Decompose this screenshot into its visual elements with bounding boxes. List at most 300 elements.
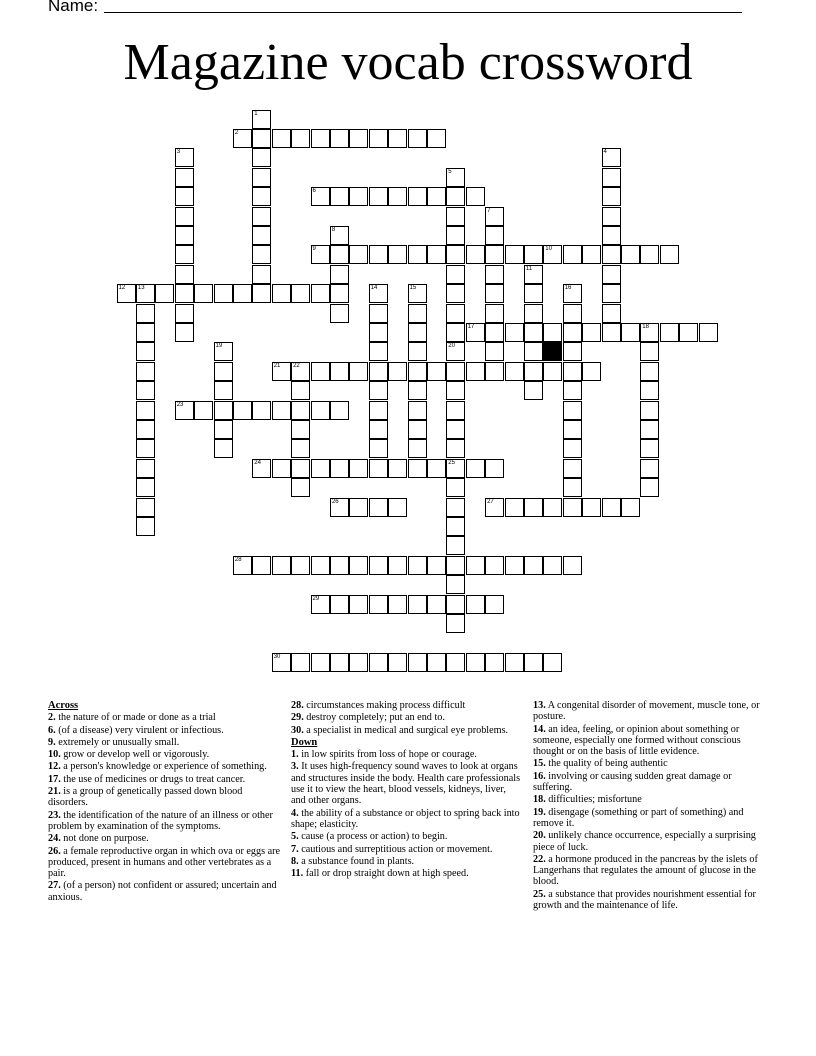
crossword-cell[interactable] [233,556,252,575]
crossword-cell[interactable] [485,323,504,342]
clue-text: a female reproductive organ in which ova or eggs are produced, present in humans and other vertebrates as a pair. [48,845,281,880]
crossword-cell[interactable] [233,284,252,303]
crossword-cell[interactable] [485,284,504,303]
crossword-cell[interactable] [388,362,407,381]
crossword-cell[interactable] [524,498,543,517]
crossword-cell[interactable] [408,381,427,400]
crossword-cell[interactable] [291,362,310,381]
crossword-cell[interactable] [408,304,427,323]
crossword-cell[interactable] [291,478,310,497]
crossword-cell[interactable] [485,207,504,226]
crossword-cell[interactable] [330,187,349,206]
crossword-cell[interactable] [524,304,543,323]
crossword-cell[interactable] [602,226,621,245]
crossword-cell[interactable] [136,498,155,517]
crossword-cell[interactable] [446,498,465,517]
crossword-cell[interactable] [349,129,368,148]
crossword-cell[interactable] [446,478,465,497]
crossword-cell[interactable] [214,401,233,420]
crossword-cell[interactable] [349,187,368,206]
crossword-cell[interactable] [427,595,446,614]
crossword-cell[interactable] [446,168,465,187]
clue-number-label: 15 [409,285,417,292]
clue-item [48,880,284,903]
crossword-cell[interactable] [505,498,524,517]
crossword-cell[interactable] [446,536,465,555]
crossword-cell[interactable] [291,401,310,420]
clue-number-label: 8 [331,226,336,233]
crossword-cell[interactable] [640,439,659,458]
crossword-cell[interactable] [446,439,465,458]
crossword-cell[interactable] [485,556,504,575]
crossword-cell[interactable] [640,323,659,342]
crossword-cell[interactable] [543,323,562,342]
across-heading: Across [48,700,79,711]
crossword-cell[interactable] [408,362,427,381]
crossword-cell[interactable] [330,653,349,672]
crossword-cell[interactable] [485,498,504,517]
crossword-cell[interactable] [272,129,291,148]
crossword-cell[interactable] [505,245,524,264]
crossword-cell[interactable] [408,284,427,303]
crossword-cell[interactable] [252,401,271,420]
clue-number-label: 13 [137,285,145,292]
crossword-cell[interactable] [408,556,427,575]
crossword-cell[interactable] [602,284,621,303]
crossword-cell[interactable] [563,439,582,458]
crossword-cell[interactable] [175,304,194,323]
crossword-cell[interactable] [640,459,659,478]
crossword-cell[interactable] [233,401,252,420]
crossword-cell[interactable] [582,323,601,342]
clue-number: 4. [291,807,299,819]
crossword-cell[interactable] [427,129,446,148]
crossword-cell[interactable] [563,323,582,342]
crossword-cell[interactable] [330,459,349,478]
crossword-cell[interactable] [660,323,679,342]
crossword-cell[interactable] [466,556,485,575]
crossword-cell[interactable] [466,362,485,381]
crossword-cell[interactable] [330,498,349,517]
crossword-cell[interactable] [369,556,388,575]
crossword-cell[interactable] [136,517,155,536]
clue-number-label: 28 [234,556,242,563]
crossword-cell[interactable] [214,284,233,303]
crossword-cell[interactable] [291,381,310,400]
crossword-cell[interactable] [117,284,136,303]
crossword-cell[interactable] [369,362,388,381]
crossword-cell[interactable] [602,498,621,517]
crossword-cell[interactable] [272,401,291,420]
clue-number-label: 3 [176,149,181,156]
crossword-cell[interactable] [330,245,349,264]
crossword-cell[interactable] [136,420,155,439]
crossword-cell[interactable] [466,323,485,342]
crossword-cell[interactable] [291,420,310,439]
clue-number-label: 19 [215,343,223,350]
crossword-cell[interactable] [524,362,543,381]
crossword-cell[interactable] [369,284,388,303]
crossword-cell[interactable] [408,129,427,148]
crossword-cell[interactable] [427,653,446,672]
crossword-cell[interactable] [505,653,524,672]
crossword-cell[interactable] [446,420,465,439]
crossword-cell[interactable] [136,401,155,420]
crossword-cell[interactable] [330,595,349,614]
crossword-cell[interactable] [136,362,155,381]
crossword-cell[interactable] [330,226,349,245]
crossword-cell[interactable] [136,439,155,458]
crossword-cell[interactable] [563,284,582,303]
crossword-cell[interactable] [369,498,388,517]
crossword-cell[interactable] [466,459,485,478]
crossword-cell[interactable] [446,381,465,400]
crossword-cell[interactable] [524,653,543,672]
crossword-cell[interactable] [660,245,679,264]
crossword-cell[interactable] [194,284,213,303]
crossword-cell[interactable] [543,498,562,517]
crossword-cell[interactable] [640,362,659,381]
crossword-cell[interactable] [485,245,504,264]
crossword-cell[interactable] [446,517,465,536]
crossword-cell[interactable] [291,653,310,672]
crossword-cell[interactable] [640,478,659,497]
crossword-cell[interactable] [175,168,194,187]
crossword-cell[interactable] [175,226,194,245]
crossword-cell[interactable] [602,323,621,342]
clue-number-label: 6 [312,188,316,195]
crossword-cell[interactable] [252,129,271,148]
crossword-cell[interactable] [369,304,388,323]
clue-number-label: 12 [118,285,126,292]
crossword-cell[interactable] [349,362,368,381]
crossword-cell[interactable] [446,284,465,303]
crossword-cell[interactable] [563,556,582,575]
crossword-cell[interactable] [388,129,407,148]
clue-item [291,868,523,879]
crossword-cell[interactable] [543,653,562,672]
crossword-cell[interactable] [369,420,388,439]
crossword-cell[interactable] [408,187,427,206]
crossword-cell[interactable] [311,129,330,148]
crossword-cell[interactable] [446,401,465,420]
crossword-cell[interactable] [369,459,388,478]
crossword-cell[interactable] [311,556,330,575]
crossword-cell[interactable] [252,284,271,303]
crossword-cell[interactable] [311,362,330,381]
crossword-cell[interactable] [311,653,330,672]
crossword-cell[interactable] [408,401,427,420]
crossword-cell[interactable] [640,401,659,420]
clue-text: the use of medicines or drugs to treat cancer. [63,773,246,785]
crossword-cell[interactable] [194,401,213,420]
crossword-cell[interactable] [214,362,233,381]
crossword-cell[interactable] [136,284,155,303]
crossword-cell[interactable] [563,459,582,478]
crossword-cell[interactable] [252,245,271,264]
crossword-cell[interactable] [563,401,582,420]
clue-number-label: 16 [564,285,572,292]
crossword-cell[interactable] [505,556,524,575]
crossword-cell[interactable] [369,401,388,420]
clue-number-label: 11 [525,265,533,272]
crossword-cell[interactable] [388,595,407,614]
crossword-cell[interactable] [291,129,310,148]
crossword-cell[interactable] [621,323,640,342]
crossword-cell[interactable] [408,245,427,264]
clue-number: 13. [533,700,546,711]
clue-item [48,749,284,760]
crossword-cell[interactable] [582,498,601,517]
crossword-cell[interactable] [485,265,504,284]
crossword-cell[interactable] [466,595,485,614]
clue-text: a hormone produced in the pancreas by the islets of Langerhans that regulates the amount of glucose in the blood. [533,853,758,888]
crossword-cell[interactable] [272,653,291,672]
crossword-cell[interactable] [427,362,446,381]
crossword-cell[interactable] [252,459,271,478]
crossword-cell[interactable] [252,168,271,187]
name-label: Name: [48,0,99,15]
crossword-cell[interactable] [485,459,504,478]
crossword-cell[interactable] [136,381,155,400]
clue-number-label: 5 [448,168,452,175]
crossword-cell[interactable] [679,323,698,342]
crossword-cell[interactable] [369,381,388,400]
crossword-cell[interactable] [602,148,621,167]
crossword-cell[interactable] [485,362,504,381]
crossword-cell[interactable] [369,439,388,458]
crossword-cell[interactable] [155,284,174,303]
crossword-cell[interactable] [505,323,524,342]
crossword-cell[interactable] [349,498,368,517]
crossword-cell[interactable] [563,342,582,361]
crossword-cell[interactable] [349,459,368,478]
crossword-cell[interactable] [446,187,465,206]
crossword-cell[interactable] [485,342,504,361]
crossword-cell[interactable] [446,362,465,381]
crossword-cell[interactable] [214,439,233,458]
crossword-cell[interactable] [621,498,640,517]
crossword-cell[interactable] [602,187,621,206]
crossword-cell[interactable] [446,556,465,575]
crossword-cell[interactable] [272,284,291,303]
clue-number-label: 20 [448,343,455,350]
crossword-cell[interactable] [349,653,368,672]
crossword-cell[interactable] [252,187,271,206]
crossword-cell[interactable] [330,304,349,323]
crossword-cell[interactable] [369,129,388,148]
crossword-cell[interactable] [446,226,465,245]
crossword-cell[interactable] [524,323,543,342]
crossword-cell[interactable] [311,187,330,206]
crossword-cell[interactable] [388,459,407,478]
crossword-cell[interactable] [291,556,310,575]
crossword-cell[interactable] [446,245,465,264]
crossword-cell[interactable] [563,362,582,381]
crossword-cell[interactable] [175,187,194,206]
crossword-cell[interactable] [563,420,582,439]
crossword-cell[interactable] [175,148,194,167]
crossword-cell[interactable] [640,381,659,400]
crossword-cell[interactable] [175,245,194,264]
crossword-cell[interactable] [602,207,621,226]
crossword-cell[interactable] [563,381,582,400]
crossword-cell[interactable] [311,245,330,264]
crossword-cell[interactable] [233,129,252,148]
crossword-cell[interactable] [485,595,504,614]
crossword-cell[interactable] [369,595,388,614]
crossword-cell[interactable] [427,556,446,575]
crossword-cell[interactable] [408,653,427,672]
crossword-cell[interactable] [563,478,582,497]
crossword-cell[interactable] [563,304,582,323]
crossword-cell[interactable] [369,187,388,206]
crossword-cell[interactable] [330,129,349,148]
crossword-cell[interactable] [214,342,233,361]
crossword-cell[interactable] [330,362,349,381]
crossword-cell[interactable] [252,226,271,245]
crossword-cell[interactable] [524,556,543,575]
crossword-cell[interactable] [427,245,446,264]
clue-text: a person's knowledge or experience of something. [63,761,267,773]
crossword-cell[interactable] [388,653,407,672]
crossword-cell[interactable] [252,110,271,129]
crossword-cell[interactable] [388,245,407,264]
crossword-cell[interactable] [466,245,485,264]
crossword-cell[interactable] [369,653,388,672]
crossword-cell[interactable] [388,498,407,517]
crossword-cell[interactable] [602,245,621,264]
crossword-cell[interactable] [505,362,524,381]
crossword-cell[interactable] [136,323,155,342]
crossword-cell[interactable] [408,595,427,614]
crossword-cell[interactable] [291,284,310,303]
clue-number-label: 7 [487,207,491,214]
crossword-cell[interactable] [214,420,233,439]
crossword-cell[interactable] [388,556,407,575]
crossword-cell[interactable] [446,653,465,672]
crossword-cell[interactable] [175,265,194,284]
crossword-cell[interactable] [466,187,485,206]
crossword-cell[interactable] [408,459,427,478]
crossword-cell[interactable] [252,556,271,575]
crossword-cell[interactable] [602,168,621,187]
crossword-cell[interactable] [408,420,427,439]
crossword-cell[interactable] [252,148,271,167]
crossword-cell[interactable] [175,284,194,303]
crossword-cell[interactable] [640,420,659,439]
crossword-cell[interactable] [446,595,465,614]
crossword-cell[interactable] [446,614,465,633]
crossword-cell[interactable] [699,323,718,342]
crossword-cell[interactable] [175,401,194,420]
crossword-cell[interactable] [640,245,659,264]
crossword-cell[interactable] [582,245,601,264]
clue-number: 17. [48,773,61,785]
crossword-cell[interactable] [272,362,291,381]
crossword-cell[interactable] [369,245,388,264]
crossword-cell[interactable] [330,265,349,284]
crossword-cell[interactable] [563,245,582,264]
crossword-cell[interactable] [466,653,485,672]
crossword-cell[interactable] [621,245,640,264]
crossword-cell[interactable] [446,323,465,342]
crossword-cell[interactable] [446,207,465,226]
clue-text: is a group of genetically passed down blood disorders. [48,786,243,809]
crossword-cell[interactable] [214,381,233,400]
crossword-cell[interactable] [543,245,562,264]
crossword-cell[interactable] [582,362,601,381]
crossword-cell[interactable] [252,207,271,226]
crossword-cell[interactable] [602,265,621,284]
clue-column-2 [291,700,523,880]
crossword-cell[interactable] [330,556,349,575]
crossword-cell[interactable] [136,459,155,478]
crossword-cell[interactable] [349,245,368,264]
crossword-cell[interactable] [291,439,310,458]
crossword-cell[interactable] [136,478,155,497]
crossword-cell[interactable] [272,556,291,575]
crossword-cell[interactable] [543,556,562,575]
crossword-cell[interactable] [311,459,330,478]
crossword-cell[interactable] [446,342,465,361]
crossword-cell[interactable] [252,265,271,284]
crossword-cell[interactable] [543,362,562,381]
crossword-cell[interactable] [524,342,543,361]
crossword-cell[interactable] [272,459,291,478]
crossword-cell[interactable] [291,459,310,478]
clue-number-label: 2 [234,129,239,136]
crossword-cell[interactable] [446,265,465,284]
crossword-cell[interactable] [427,187,446,206]
crossword-cell[interactable] [446,304,465,323]
crossword-cell[interactable] [446,459,465,478]
crossword-cell[interactable] [311,595,330,614]
crossword-cell[interactable] [524,284,543,303]
crossword-cell[interactable] [602,304,621,323]
crossword-cell[interactable] [485,226,504,245]
crossword-cell[interactable] [640,342,659,361]
crossword-cell[interactable] [408,342,427,361]
crossword-cell[interactable] [136,304,155,323]
crossword-cell[interactable] [349,595,368,614]
crossword-cell[interactable] [330,284,349,303]
crossword-cell[interactable] [330,401,349,420]
crossword-cell[interactable] [524,245,543,264]
crossword-cell[interactable] [485,653,504,672]
crossword-cell[interactable] [446,575,465,594]
clue-text: the nature of or made or done as a trial [58,712,216,724]
crossword-cell[interactable] [388,187,407,206]
crossword-cell[interactable] [369,342,388,361]
crossword-cell[interactable] [136,342,155,361]
clue-item [291,844,523,855]
crossword-cell[interactable] [311,284,330,303]
clue-item [48,846,284,880]
crossword-cell[interactable] [175,323,194,342]
crossword-cell[interactable] [175,207,194,226]
crossword-cell[interactable] [369,323,388,342]
crossword-cell[interactable] [563,498,582,517]
crossword-cell[interactable] [524,265,543,284]
crossword-cell[interactable] [408,323,427,342]
crossword-cell[interactable] [408,439,427,458]
crossword-cell[interactable] [311,401,330,420]
crossword-cell[interactable] [485,304,504,323]
crossword-cell[interactable] [427,459,446,478]
crossword-cell[interactable] [349,556,368,575]
crossword-cell[interactable] [524,381,543,400]
